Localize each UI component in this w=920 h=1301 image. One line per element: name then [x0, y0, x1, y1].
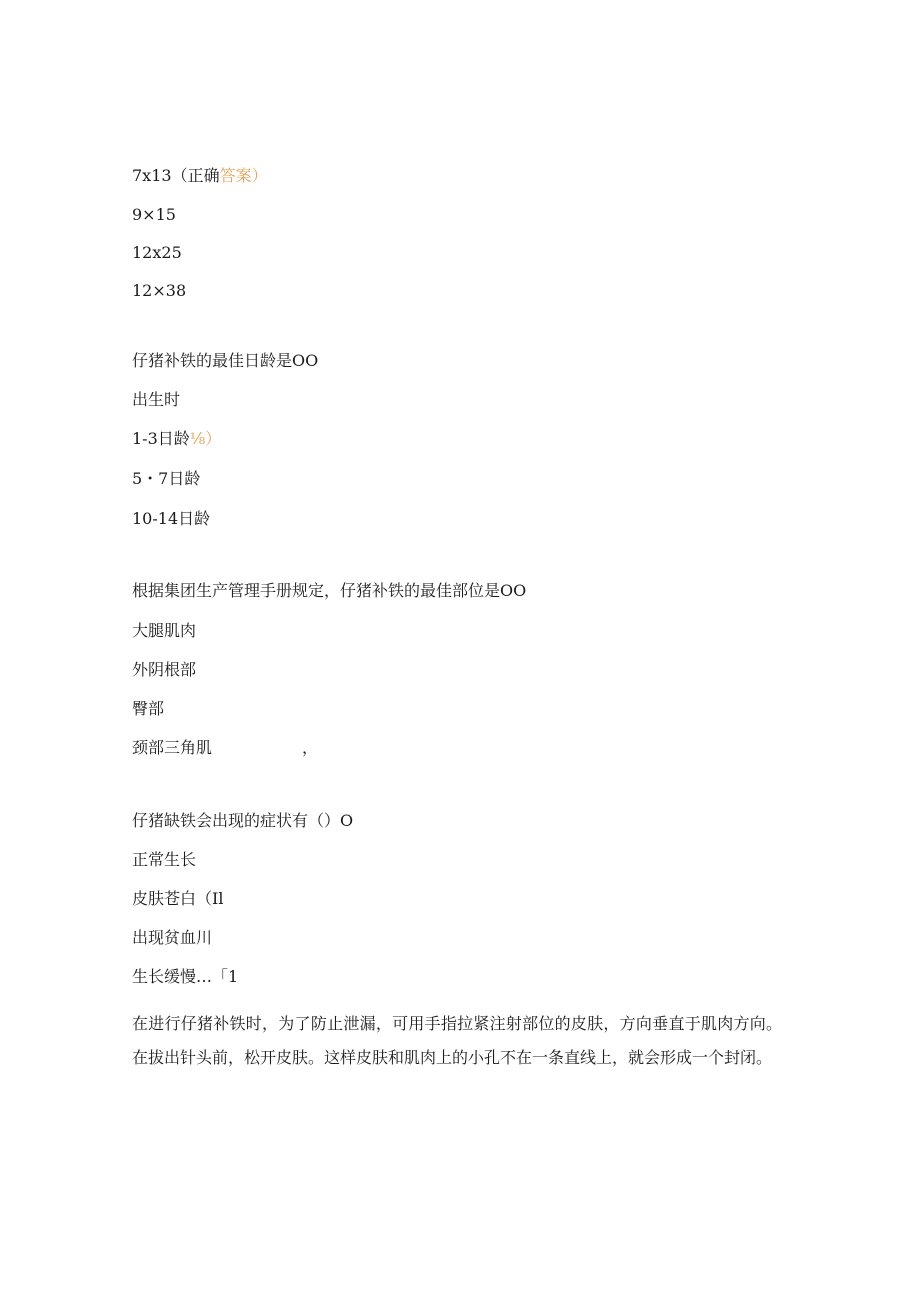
q2-question: 仔猪补铁的最佳日龄是OO [132, 351, 319, 370]
q3-option-4-trailing-mark: ， [302, 738, 319, 757]
q1-option-2: 9×15 [132, 205, 176, 224]
q2-option-2-text: 1-3日龄 [132, 429, 190, 448]
q1-option-1 [132, 166, 268, 186]
q2-option-2 [132, 429, 221, 449]
q4-option-4: 生长缓慢…「1 [132, 967, 239, 986]
q3-question: 根据集团生产管理手册规定，仔猪补铁的最佳部位是OO [132, 581, 527, 600]
q4-option-1: 正常生长 [132, 850, 197, 869]
q2-option-3: 5・7日龄 [132, 469, 201, 488]
q1-option-1-text: 7x13（正确 [132, 166, 220, 185]
q3-option-1: 大腿肌肉 [132, 621, 197, 640]
q3-option-2: 外阴根部 [132, 660, 197, 679]
q1-option-3: 12x25 [132, 243, 182, 262]
q4-option-3: 出现贫血川 [132, 928, 213, 947]
q4-question: 仔猪缺铁会出现的症状有（）O [132, 811, 354, 830]
q3-option-4-text: 颈部三角肌 [132, 738, 213, 757]
q1-option-1-answer-mark: 答案） [219, 166, 268, 185]
q4-option-2: 皮肤苍白（Il [132, 889, 224, 908]
q3-option-4 [132, 738, 212, 758]
q3-option-3: 臀部 [132, 699, 165, 718]
q2-option-2-answer-mark: ⅛） [189, 429, 222, 448]
q2-option-1: 出生时 [132, 390, 181, 409]
q2-option-4: 10-14日龄 [132, 509, 211, 528]
q1-option-4: 12×38 [132, 281, 187, 300]
body-paragraph: 在进行仔猪补铁时，为了防止泄漏，可用手指拉紧注射部位的皮肤，方向垂直于肌肉方向。在拔出针头前，松开皮肤。这样皮肤和肌肉上的小孔不在一条直线上，就会形成一个封闭。 [132, 1014, 782, 1067]
